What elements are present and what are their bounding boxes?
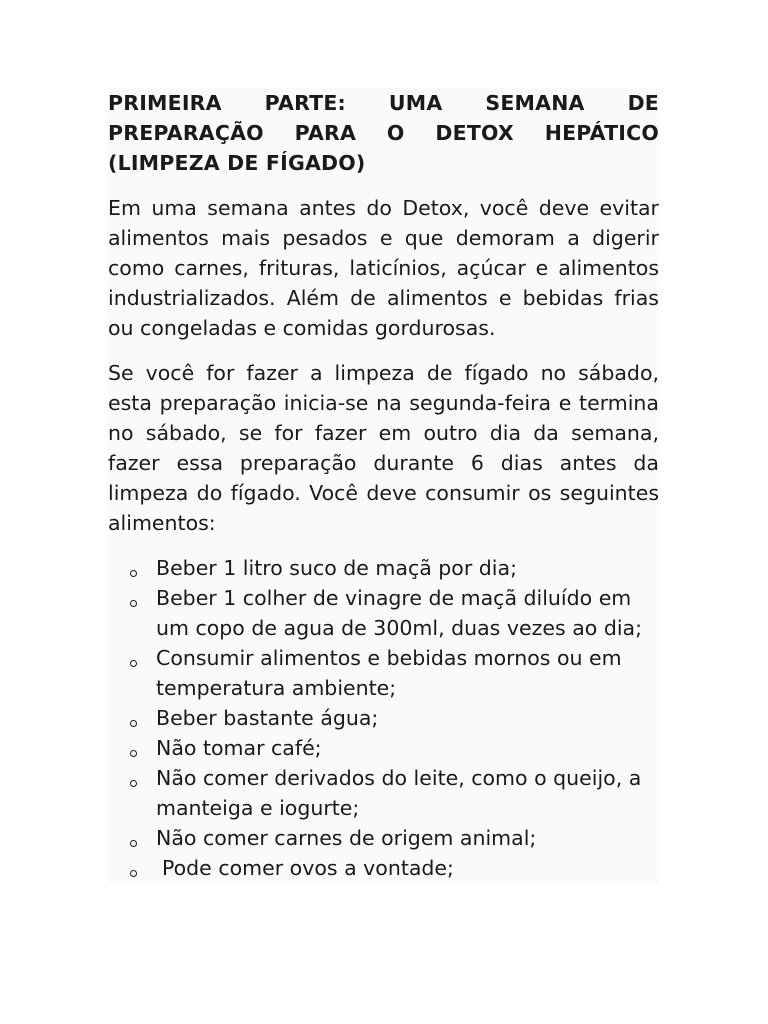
bullet-circle-icon	[130, 570, 137, 577]
list-item-text: Não comer carnes de origem animal;	[156, 826, 537, 850]
list-item	[108, 853, 659, 883]
bullet-circle-icon	[130, 750, 137, 757]
list-item-text: Beber bastante água;	[156, 706, 379, 730]
list-item	[108, 733, 659, 763]
list-item-text: Beber 1 litro suco de maçã por dia;	[156, 556, 517, 580]
list-item	[108, 643, 659, 703]
bullet-circle-icon	[130, 600, 137, 607]
list-item	[108, 763, 659, 823]
list-item	[108, 553, 659, 583]
list-item-text: Não tomar café;	[156, 736, 322, 760]
food-list	[108, 553, 659, 883]
paragraph-intro: Em uma semana antes do Detox, você deve evitar alimentos mais pesados e que demoram a digerir como carnes, frituras, laticínios, açúcar e alimentos industrializados. Além de alimentos e bebidas frias ou congeladas e comidas gordurosas.	[108, 196, 659, 340]
bullet-circle-icon	[130, 780, 137, 787]
bullet-circle-icon	[130, 870, 137, 877]
paragraph-preparation: Se você for fazer a limpeza de fígado no sábado, esta preparação inicia-se na segunda-feira e termina no sábado, se for fazer em outro dia da semana, fazer essa preparação durante 6 dias antes da limpeza do fígado. Você deve consumir os seguintes alimentos:	[108, 361, 659, 535]
list-item-text: Consumir alimentos e bebidas mornos ou em temperatura ambiente;	[156, 646, 622, 700]
list-item-text: Pode comer ovos a vontade;	[162, 856, 454, 880]
list-item	[108, 703, 659, 733]
list-item	[108, 823, 659, 853]
bullet-circle-icon	[130, 720, 137, 727]
bullet-circle-icon	[130, 660, 137, 667]
list-item-text: Não comer derivados do leite, como o queijo, a manteiga e iogurte;	[156, 766, 642, 820]
list-item-text: Beber 1 colher de vinagre de maçã diluído em um copo de agua de 300ml, duas vezes ao dia;	[156, 586, 642, 640]
bullet-circle-icon	[130, 840, 137, 847]
list-item	[108, 583, 659, 643]
document-content	[108, 88, 659, 883]
section-heading: PRIMEIRA PARTE: UMA SEMANA DE PREPARAÇÃO PARA O DETOX HEPÁTICO (LIMPEZA DE FÍGADO)	[108, 91, 659, 175]
